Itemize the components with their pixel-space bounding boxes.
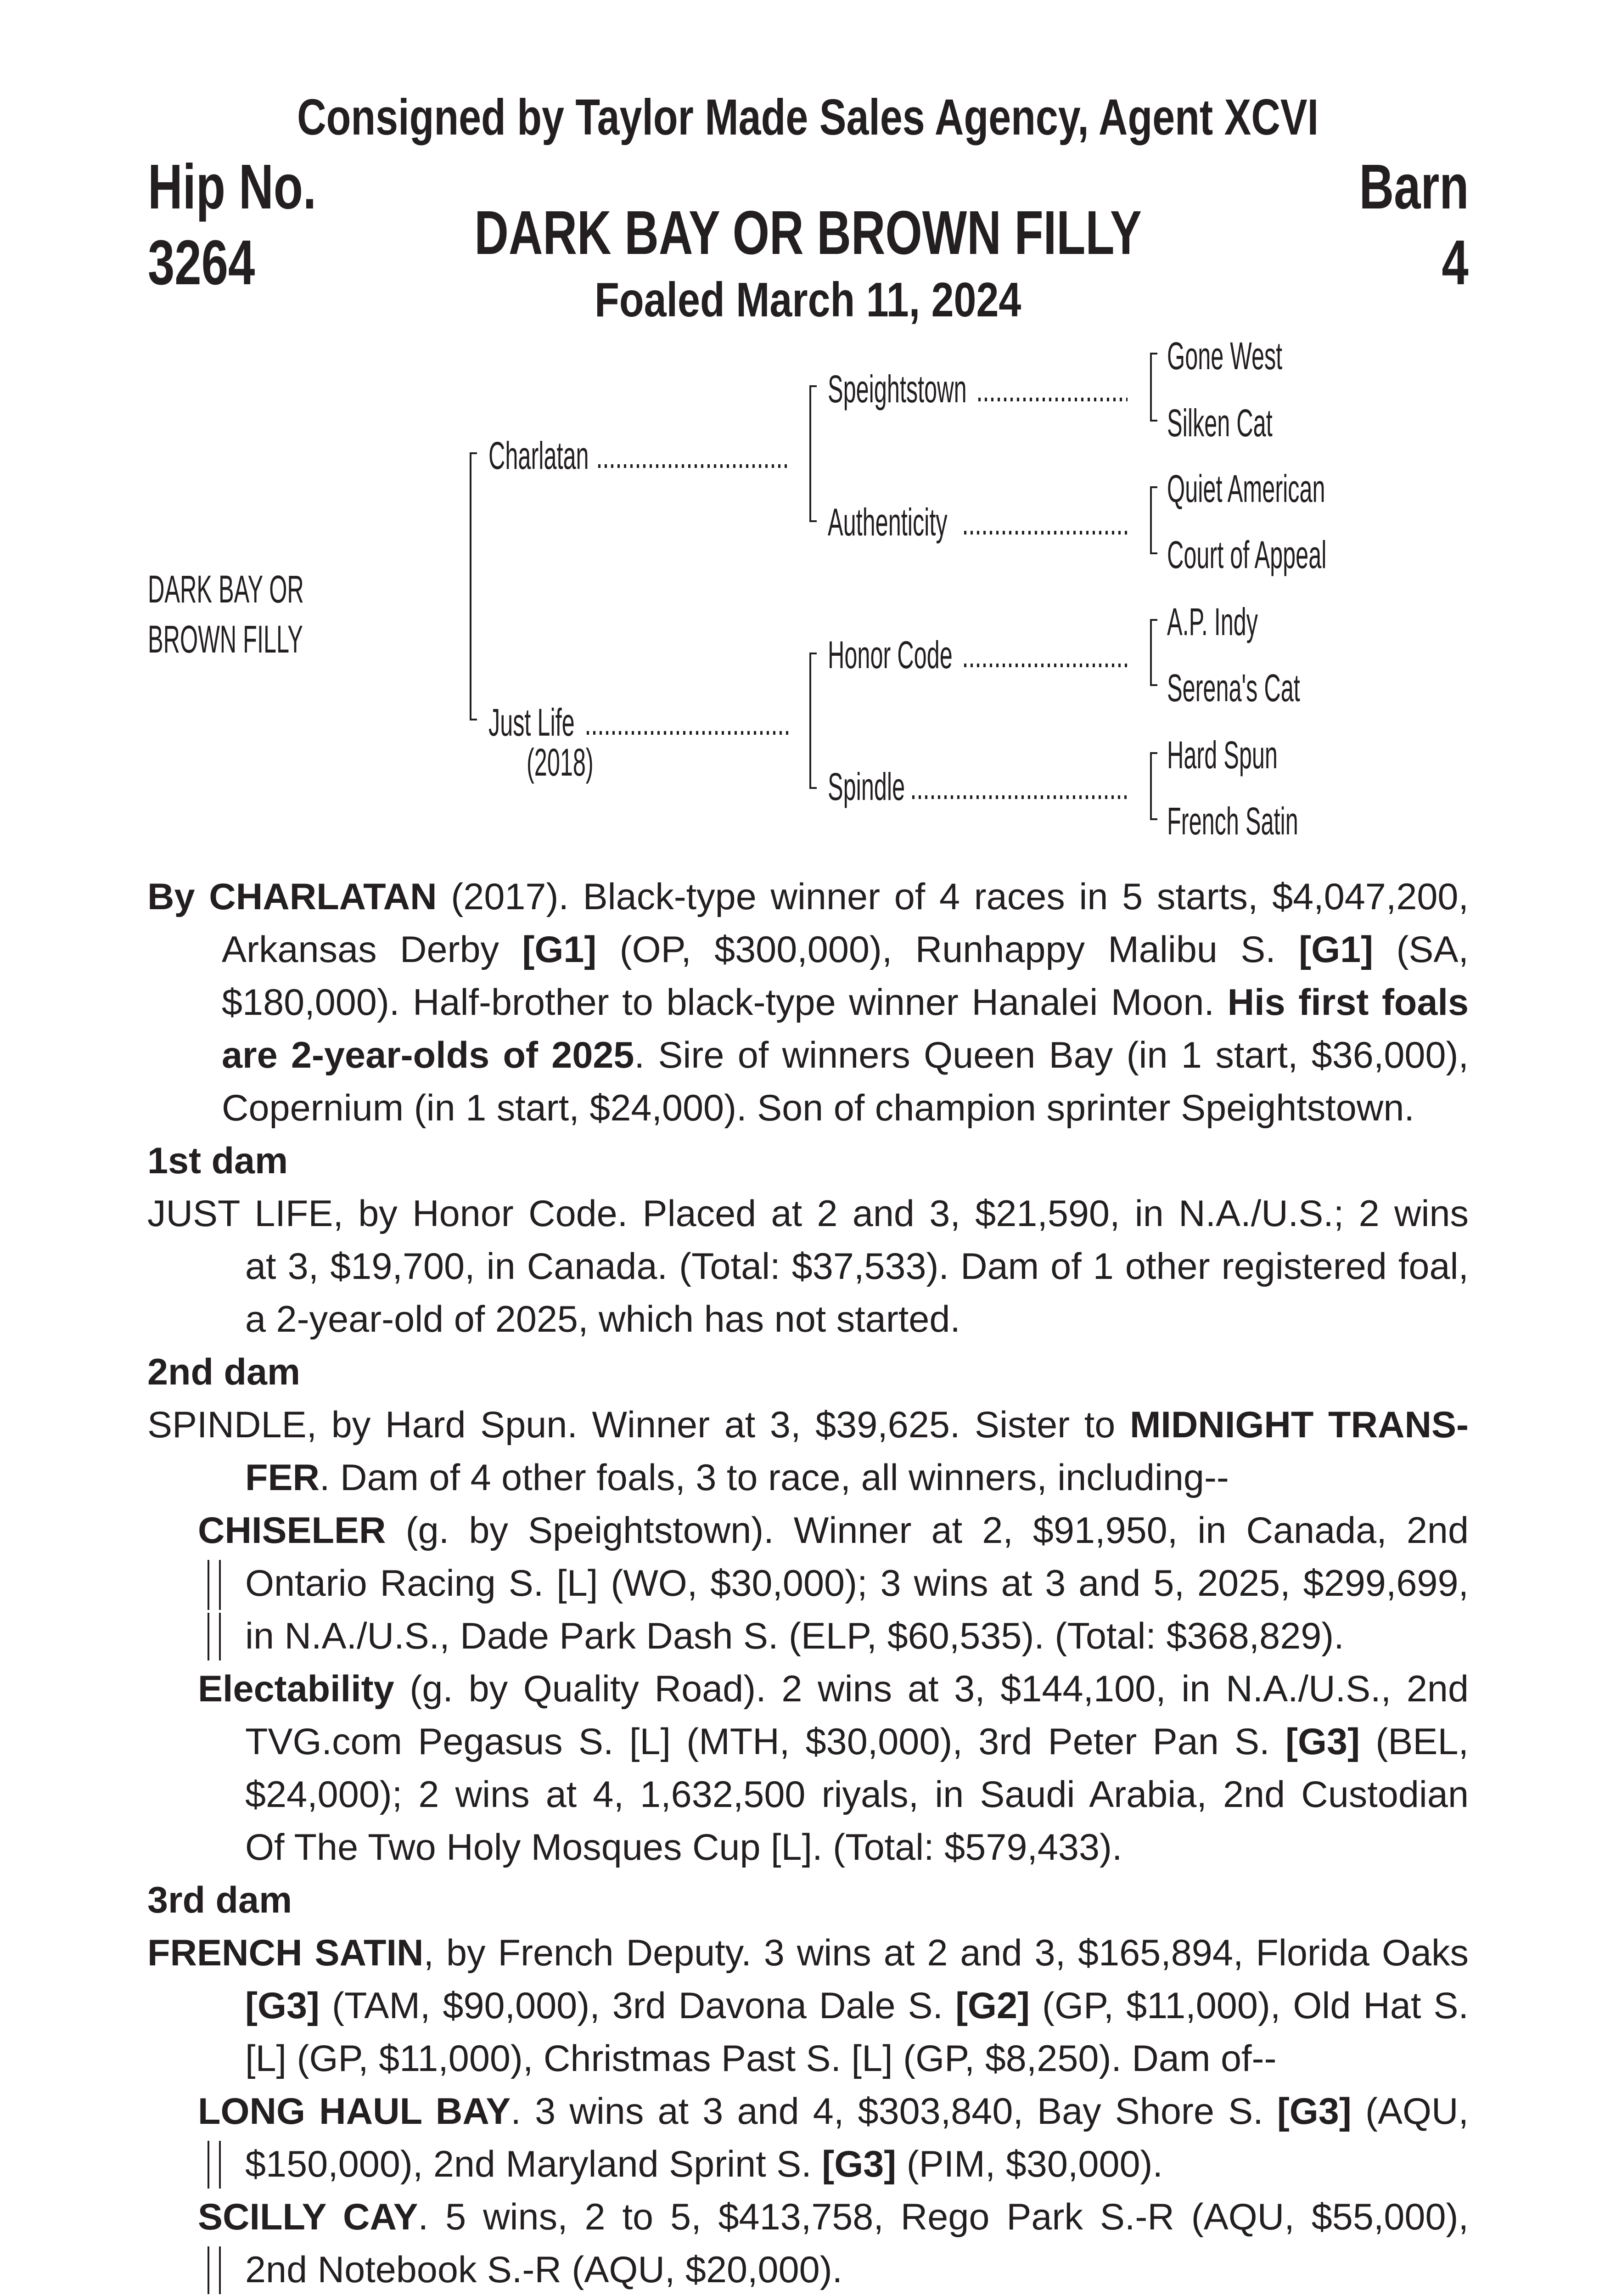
- bold-text: 2nd dam: [147, 1351, 301, 1393]
- text-segment: TVG.com Pegasus S. [L] (MTH, $30,000), 3rd Peter Pan S.: [245, 1721, 1286, 1762]
- text-segment: . 3 wins at 3 and 4, $303,840, Bay Shore S.: [511, 2091, 1277, 2132]
- produce-item: [147, 2191, 1469, 2296]
- text-segment: , by French Deputy. 3 wins at 2 and 3, $165,894, Florida Oaks: [423, 1932, 1469, 1974]
- text-segment: . Sire of winners Queen Bay (in 1 start, $36,000),: [634, 1035, 1469, 1076]
- bold-text: 3rd dam: [147, 1880, 292, 1921]
- foal-label-text: DARK BAY OR: [148, 568, 304, 611]
- dotted-leader: [598, 464, 788, 468]
- text-line: [245, 1821, 1469, 1874]
- foal-label-line2: [148, 618, 406, 661]
- pedigree-gen3-ancestor: [1167, 334, 1359, 377]
- ancestor-name: A.P. Indy: [1167, 600, 1258, 643]
- bold-text: 1st dam: [147, 1140, 288, 1182]
- text-segment: (GP, $11,000), Old Hat S.: [1030, 1985, 1469, 2026]
- text-line: [147, 1187, 1469, 1240]
- text-segment: [L] (GP, $11,000), Christmas Past S. [L] (GP, $8,250). Dam of--: [245, 2038, 1277, 2079]
- text-line: [245, 2138, 1469, 2191]
- text-segment: $150,000), 2nd Maryland Sprint S.: [245, 2144, 822, 2185]
- section-heading: [147, 1874, 1469, 1927]
- text-line: [222, 1082, 1469, 1135]
- ancestor-name: Gone West: [1167, 334, 1283, 377]
- pedigree-gen3-ancestor: [1167, 666, 1389, 709]
- ancestor-name: Quiet American: [1167, 467, 1325, 510]
- pedigree-gen3-ancestor: [1167, 469, 1431, 508]
- pedigree-bracket: [809, 653, 817, 789]
- text-line: [198, 2085, 1469, 2138]
- bold-text: LONG HAUL BAY: [198, 2091, 511, 2132]
- text-line: [198, 1663, 1469, 1716]
- sire-name: Charlatan: [488, 434, 589, 477]
- text-line: [245, 1452, 1469, 1504]
- page-title: [0, 198, 1616, 267]
- bold-text: [G1]: [1299, 929, 1374, 970]
- pedigree-bracket: [1150, 486, 1157, 554]
- dam-year: (2018): [527, 741, 594, 784]
- dam-paragraph: [147, 1399, 1469, 1504]
- text-segment: (BEL,: [1360, 1721, 1469, 1762]
- pedigree-sire-dam: [828, 501, 1027, 544]
- text-segment: (g. by Quality Road). 2 wins at 3, $144,100, in N.A./U.S., 2nd: [394, 1668, 1469, 1710]
- pedigree-bracket: [1150, 353, 1157, 422]
- pedigree-gen3-ancestor: [1167, 535, 1433, 574]
- barn-number-text: 4: [1442, 227, 1469, 298]
- bold-text: [G3]: [1285, 1721, 1360, 1762]
- text-line: [147, 1399, 1469, 1452]
- ancestor-name: Court of Appeal: [1167, 533, 1327, 576]
- text-line: [198, 1504, 1469, 1557]
- text-segment: Copernium (in 1 start, $24,000). Son of champion sprinter Speightstown.: [222, 1087, 1414, 1129]
- produce-item: [147, 1504, 1469, 1663]
- pedigree-dam-year: [527, 743, 638, 782]
- section-heading: [147, 1346, 1469, 1399]
- dam-dam-name: Spindle: [828, 765, 905, 808]
- text-segment: (AQU,: [1351, 2091, 1469, 2132]
- bold-text: CHISELER: [198, 1510, 386, 1551]
- dam-paragraph: [147, 1927, 1469, 2085]
- dam-sire-name: Honor Code: [828, 633, 953, 676]
- barn-label-text: Barn: [1359, 152, 1469, 222]
- section-heading: [147, 1135, 1469, 1187]
- text-segment: (SA,: [1373, 929, 1469, 970]
- dotted-leader: [912, 795, 1128, 799]
- pedigree-dam-sire: [828, 633, 1036, 676]
- produce-item: [147, 2085, 1469, 2191]
- sire-sire-name: Speightstown: [828, 367, 967, 411]
- text-line: [245, 1610, 1469, 1663]
- bold-text: FER: [245, 1457, 320, 1498]
- text-segment: (PIM, $30,000).: [896, 2144, 1163, 2185]
- text-segment: $180,000). Half-brother to black-type winner Hanalei Moon.: [222, 982, 1228, 1023]
- consignor-line: [0, 89, 1616, 146]
- ancestor-name: Hard Spun: [1167, 733, 1278, 777]
- text-line: [147, 1135, 1469, 1187]
- text-segment: (TAM, $90,000), 3rd Davona Dale S.: [320, 1985, 956, 2026]
- text-segment: . 5 wins, 2 to 5, $413,758, Rego Park S.-R (AQU, $55,000),: [418, 2196, 1469, 2238]
- text-segment: at 3, $19,700, in Canada. (Total: $37,533). Dam of 1 other registered foal,: [245, 1246, 1469, 1287]
- text-line: [245, 1293, 1469, 1346]
- text-line: [245, 1716, 1469, 1768]
- text-line: [222, 1029, 1469, 1082]
- pedigree-dam-dam: [828, 767, 956, 806]
- dotted-leader: [964, 664, 1128, 667]
- text-segment: Of The Two Holy Mosques Cup [L]. (Total: $579,433).: [245, 1827, 1122, 1868]
- text-segment: $24,000); 2 wins at 4, 1,632,500 riyals, in Saudi Arabia, 2nd Custodian: [245, 1774, 1469, 1815]
- dam-name: Just Life: [488, 701, 575, 744]
- text-segment: (OP, $300,000), Runhappy Malibu S.: [596, 929, 1299, 970]
- dotted-leader: [587, 731, 788, 735]
- ancestor-name: French Satin: [1167, 799, 1298, 843]
- text-line: [147, 1874, 1469, 1927]
- text-line: [245, 2032, 1469, 2085]
- text-segment: a 2-year-old of 2025, which has not started.: [245, 1299, 960, 1340]
- hip-label-text: Hip No.: [148, 152, 317, 222]
- pedigree-bracket: [1150, 752, 1157, 820]
- bold-text: [G3]: [245, 1985, 320, 2026]
- bold-text: SCILLY CAY: [198, 2196, 418, 2238]
- bold-text: His first foals: [1227, 982, 1469, 1023]
- catalogue-text: [147, 871, 1469, 2296]
- bold-text: FRENCH SATIN: [147, 1932, 424, 1974]
- text-line: [245, 2244, 1469, 2296]
- text-line: [147, 1346, 1469, 1399]
- page-title-text: DARK BAY OR BROWN FILLY: [474, 198, 1142, 267]
- foaled-date: [0, 273, 1616, 327]
- text-segment: (g. by Speightstown). Winner at 2, $91,950, in Canada, 2nd: [386, 1510, 1469, 1551]
- text-line: [147, 1927, 1469, 1980]
- text-segment: . Dam of 4 other foals, 3 to race, all winners, including--: [320, 1457, 1229, 1498]
- pedigree-bracket: [809, 385, 817, 522]
- text-line: [198, 2191, 1469, 2244]
- bold-text: [G3]: [1277, 2091, 1352, 2132]
- text-segment: in N.A./U.S., Dade Park Dash S. (ELP, $60,535). (Total: $368,829).: [245, 1615, 1344, 1657]
- sire-dam-name: Authenticity: [828, 501, 948, 544]
- text-segment: JUST LIFE, by Honor Code. Placed at 2 and 3, $21,590, in N.A./U.S.; 2 wins: [147, 1193, 1469, 1234]
- foaled-date-text: Foaled March 11, 2024: [595, 273, 1021, 327]
- pedigree-sire: [488, 436, 656, 475]
- bold-text: MIDNIGHT TRANS-: [1129, 1404, 1469, 1446]
- bold-text: [G3]: [822, 2144, 897, 2185]
- bold-text: Electability: [198, 1668, 394, 1710]
- pedigree-gen3-ancestor: [1167, 401, 1343, 445]
- text-segment: SPINDLE, by Hard Spun. Winner at 3, $39,625. Sister to: [147, 1404, 1130, 1446]
- ancestor-name: Silken Cat: [1167, 401, 1273, 445]
- pedigree-dam: [488, 703, 632, 742]
- sire-paragraph: [147, 871, 1469, 1135]
- text-line: [147, 871, 1469, 923]
- pedigree-bracket: [470, 452, 477, 720]
- text-line: [222, 976, 1469, 1029]
- pedigree-gen3-ancestor: [1167, 733, 1352, 777]
- pedigree-gen3-ancestor: [1167, 602, 1319, 641]
- text-line: [222, 923, 1469, 976]
- dotted-leader: [978, 398, 1128, 401]
- text-line: [245, 1980, 1469, 2032]
- ancestor-name: Serena's Cat: [1167, 666, 1300, 709]
- text-segment: 2nd Notebook S.-R (AQU, $20,000).: [245, 2249, 843, 2290]
- dotted-leader: [964, 531, 1128, 535]
- pedigree-sire-sire: [828, 367, 1059, 411]
- text-segment: Ontario Racing S. [L] (WO, $30,000); 3 wins at 3 and 5, 2025, $299,699,: [245, 1563, 1469, 1604]
- produce-item: [147, 1663, 1469, 1874]
- foal-label-text: BROWN FILLY: [148, 618, 303, 661]
- text-line: [245, 1557, 1469, 1610]
- bold-text: are 2-year-olds of 2025: [222, 1035, 634, 1076]
- bold-text: By CHARLATAN: [147, 876, 437, 917]
- pedigree-bracket: [1150, 619, 1157, 686]
- consignor-text: Consigned by Taylor Made Sales Agency, Agent XCVI: [297, 89, 1319, 146]
- dam-paragraph: [147, 1187, 1469, 1346]
- text-line: [245, 1240, 1469, 1293]
- text-segment: (2017). Black-type winner of 4 races in 5 starts, $4,047,200,: [437, 876, 1469, 917]
- pedigree-gen3-ancestor: [1167, 799, 1386, 843]
- foal-label-line1: [148, 568, 408, 611]
- hip-number-text: 3264: [148, 227, 255, 298]
- bold-text: [G1]: [522, 929, 597, 970]
- text-line: [245, 1768, 1469, 1821]
- text-segment: Arkansas Derby: [222, 929, 522, 970]
- bold-text: [G2]: [955, 1985, 1030, 2026]
